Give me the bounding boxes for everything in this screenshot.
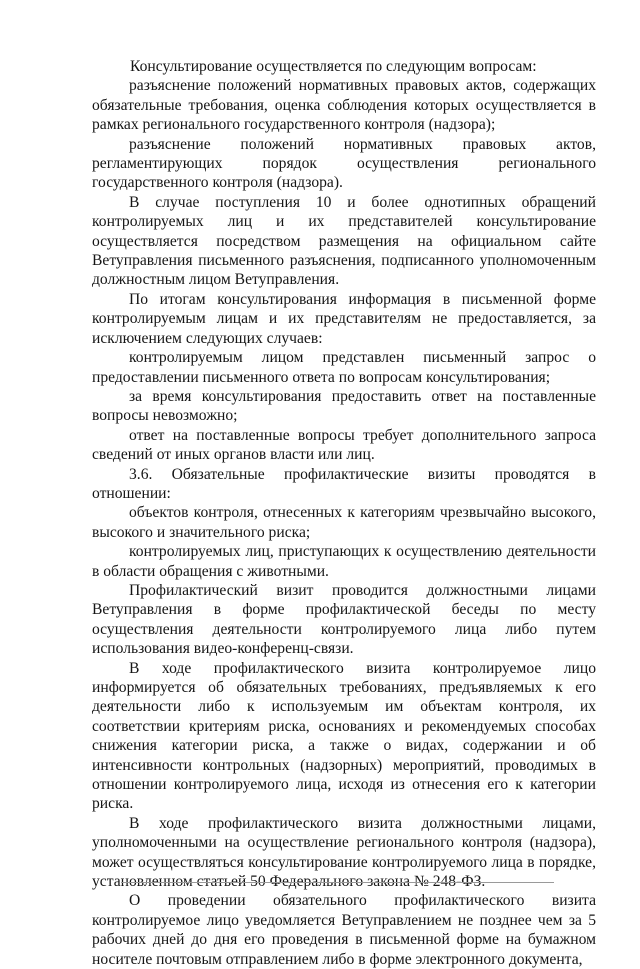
paragraph: ответ на поставленные вопросы требует дополнительного запроса сведений от иных органов власти или лиц. [92, 426, 596, 464]
paragraph: Профилактический визит проводится должностными лицами Ветуправления в форме профилактической беседы по месту осуществления деятельности контролируемого лица либо путем использования видео-конференц-связи. [92, 581, 596, 658]
paragraph: разъяснение положений нормативных правовых актов, содержащих обязательные требования, оценка соблюдения которых осуществляется в рамках регионального государственного контроля (надзора); [92, 77, 596, 134]
paragraph: По итогам консультирования информация в письменной форме контролируемым лицам и их представителям не предоставляется, за исключением следующих случаев: [92, 290, 596, 347]
paragraph: В случае поступления 10 и более однотипных обращений контролируемых лиц и их представителей консультирование осуществляется посредством размещения на официальном сайте Ветуправления письменного разъяснения, подписанного уполномоченным должностным лицом Ветуправления. [92, 193, 596, 289]
paragraph: контролируемым лицом представлен письменный запрос о предоставлении письменного ответа по вопросам консультирования; [92, 349, 596, 386]
paragraph: разъяснение положений нормативных правовых актов, регламентирующих порядок осуществления регионального государственного контроля (надзора). [92, 135, 596, 192]
paragraph: О проведении обязательного профилактического визита контролируемое лицо уведомляется Ветуправлением не позднее чем за 5 рабочих дней до дня его проведения в письменной форме на бумажном носителе почтовым отправлением либо в форме электронного документа, [92, 892, 596, 968]
paragraph: контролируемых лиц, приступающих к осуществлению деятельности в области обращения с животными. [92, 543, 596, 580]
paragraph: 3.6. Обязательные профилактические визиты проводятся в отношении: [92, 465, 596, 502]
paragraph: за время консультирования предоставить ответ на поставленные вопросы невозможно; [92, 387, 596, 425]
page-bottom-rule [121, 882, 554, 883]
paragraph: В ходе профилактического визита должностными лицами, уполномоченными на осуществление регионального контроля (надзора), может осуществляться консультирование контролируемого лица в порядке, установленном статьей 50 Федерального закона № 248-ФЗ. [92, 814, 596, 891]
paragraph: В ходе профилактического визита контролируемое лицо информируется об обязательных требованиях, предъявляемых к его деятельности либо к используемым им объектам контроля, их соответствии критериям риска, основаниях и рекомендуемых способах снижения категории риска, а также о видах, содержании и об интенсивности контрольных (надзорных) мероприятий, проводимых в отношении контролируемого лица, исходя из отнесения его к категории риска. [92, 659, 596, 813]
paragraph: Консультирование осуществляется по следующим вопросам: [130, 58, 537, 75]
paragraph: объектов контроля, отнесенных к категориям чрезвычайно высокого, высокого и значительного риска; [92, 504, 596, 541]
